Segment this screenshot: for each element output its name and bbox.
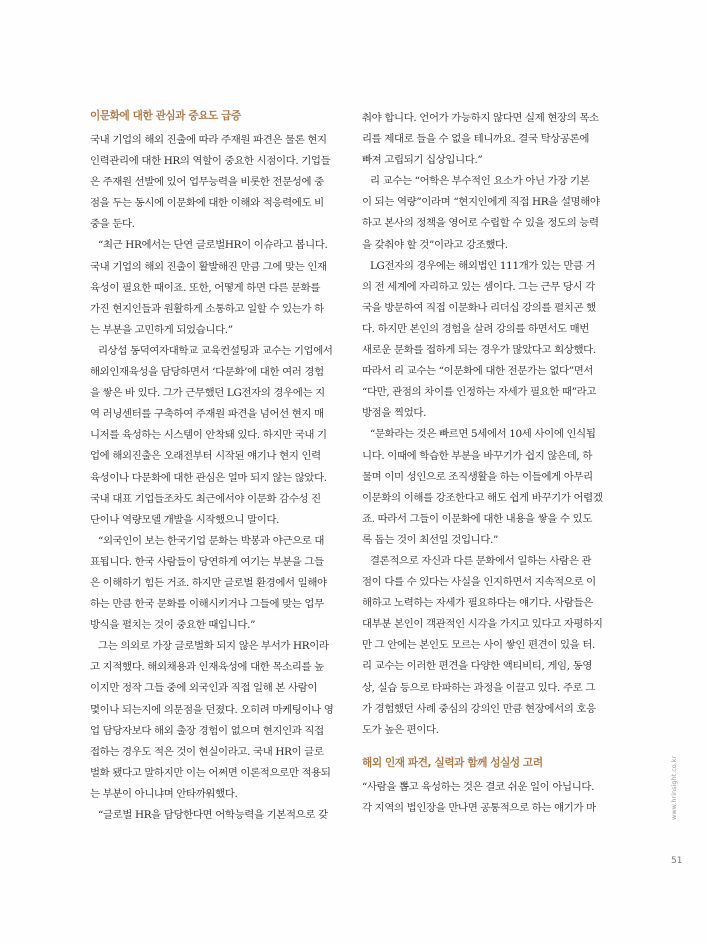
text-line: 춰야 합니다. 언어가 가능하지 않다면 실제 현장의 목소 (362, 112, 599, 124)
text-line: 벌화 됐다고 말하지만 이는 어쩌면 이론적으로만 적용되 (90, 766, 331, 779)
section-heading-intercultural: 이문화에 대한 관심과 중요도 급증 (90, 110, 241, 122)
text-line: 하는 만큼 한국 문화를 이해시키거나 그들에 맞는 업무 (90, 598, 324, 611)
text-line: “다만, 관점의 차이를 인정하는 자세가 필요한 때”라고 (362, 386, 597, 399)
text-line: “문화라는 것은 빠르면 5세에서 10세 사이에 인식됩 (370, 428, 596, 441)
text-line: 역 러닝센터를 구축하여 주재원 파견을 넘어선 현지 매 (90, 408, 324, 421)
text-line: 리 교수는 “어학은 부수적인 요소가 아닌 가장 기본 (370, 175, 590, 188)
text-line: 리를 제대로 들을 수 없을 테니까요. 결국 탁상공론에 (362, 133, 590, 146)
text-line: 업 담당자보다 해외 출장 경험이 없으며 현지인과 직접 (90, 724, 324, 737)
text-line: 따라서 리 교수는 “이문화에 대한 전문가는 없다”면서 (362, 365, 594, 378)
text-line: 대부분 본인이 객관적인 시각을 가지고 있다고 자평하지 (362, 618, 603, 631)
section-heading-talent-dispatch: 해외 인재 파견, 실력과 함께 성실성 고려 (362, 756, 543, 769)
right-column-body (362, 108, 624, 741)
text-line: “글로벌 HR을 담당한다면 어학능력을 기본적으로 갖 (98, 809, 328, 821)
text-line: 방점을 찍었다. (362, 407, 427, 420)
text-line: LG전자의 경우에는 해외법인 111개가 있는 만큼 거 (370, 259, 596, 272)
text-line: 인력관리에 대한 HR의 역할이 중요한 시점이다. 기업들 (90, 155, 331, 168)
website-url: www.hrinsight.co.kr (670, 755, 678, 820)
text-line: 국내 기업의 해외 진출에 따라 주재원 파견은 물론 현지 (90, 134, 327, 146)
text-line: 은 이해하기 힘든 거죠. 하지만 글로벌 환경에서 일해야 (90, 576, 327, 589)
text-line: 결론적으로 자신과 다른 문화에서 일하는 사람은 관 (370, 554, 592, 567)
text-line: 의 전 세계에 자리하고 있는 셈이다. 그는 근무 당시 각 (362, 280, 595, 293)
text-line: 을 쌓은 바 있다. 그가 근무했던 LG전자의 경우에는 지 (90, 387, 325, 400)
text-line: 방식을 펼치는 것이 중요한 때입니다.” (90, 619, 256, 632)
text-line: 해외인재육성을 담당하면서 ‘다문화’에 대한 여러 경험 (90, 366, 324, 379)
text-line: 만 그 안에는 본인도 모르는 사이 쌓인 편견이 있을 터. (362, 639, 595, 652)
text-line: 빠져 고립되기 십상입니다.” (362, 154, 483, 167)
text-line: 도가 높은 편이다. (362, 723, 439, 736)
text-line: 중을 둔다. (90, 218, 135, 231)
text-line: 점을 두는 동시에 이문화에 대한 이해와 적응력에도 비 (90, 197, 324, 210)
text-line: 리상섭 동덕여자대학교 교육컨설팅과 교수는 기업에서 (98, 344, 333, 357)
text-line: 새로운 문화를 접하게 되는 경우가 많았다고 회상했다. (362, 344, 596, 357)
text-line: 그는 의외로 가장 글로벌화 되지 않은 부서가 HR이라 (98, 640, 329, 653)
text-line: 리 교수는 이러한 편견을 다양한 액티비티, 게임, 동영 (362, 660, 593, 673)
text-line: 는 부분이 아니냐며 안타까워했다. (90, 787, 238, 800)
text-line: 이문화의 이해를 강조한다고 해도 쉽게 바꾸기가 어렵겠 (362, 491, 603, 504)
text-line: 업에 해외진출은 오래전부터 시작된 얘기나 현지 인력 (90, 450, 321, 463)
text-line: 육성이 필요한 때이죠. 또한, 어떻게 하면 다른 문화를 (90, 281, 321, 294)
text-line: 록 돕는 것이 최선일 것입니다.” (362, 533, 498, 546)
text-line: 가진 현지인들과 원활하게 소통하고 일할 수 있는가 하 (90, 302, 324, 315)
text-line: 육성이나 다문화에 대한 관심은 얼마 되지 않는 않았다. (90, 471, 327, 484)
right-column (362, 108, 624, 819)
text-line: 죠. 따라서 그들이 이문화에 대한 내용을 쌓을 수 있도 (362, 512, 593, 525)
text-line: 이지만 정작 그들 중에 외국인과 직접 일해 본 사람이 (90, 682, 318, 695)
text-line: 물며 이미 성인으로 조직생활을 하는 이들에게 아무리 (362, 470, 593, 483)
page-number: 51 (671, 856, 683, 866)
text-line: 니다. 이때에 학습한 부분을 바꾸기가 쉽지 않은데, 하 (362, 449, 593, 462)
left-column-body (90, 130, 348, 826)
text-line: 표됩니다. 한국 사람들이 당연하게 여기는 부분을 그들 (90, 555, 324, 568)
text-line: 몇이나 되는지에 의문점을 던졌다. 오히려 마케팅이나 영 (90, 703, 334, 716)
text-line: 국내 기업의 해외 진출이 활발해진 만큼 그에 맞는 인재 (90, 260, 327, 273)
text-line: 는 부분을 고민하게 되었습니다.” (90, 323, 233, 336)
text-line: 국을 방문하여 직접 이문화나 리더십 강의를 펼치곤 했 (362, 301, 596, 314)
text-line: “최근 HR에서는 단연 글로벌HR이 이슈라고 봅니다. (98, 239, 328, 252)
text-line: 단이나 역량모델 개발을 시작했으니 말이다. (90, 513, 280, 526)
text-line: 고 지적했다. 해외채용과 인재육성에 대한 목소리를 높 (90, 661, 324, 674)
text-line: 상, 실습 등으로 타파하는 과정을 이끌고 있다. 주로 그 (362, 681, 595, 694)
text-line: 이 되는 역량”이라며 “현지인에게 직접 HR을 설명해야 (362, 196, 600, 209)
text-line: “사람을 뽑고 육성하는 것은 결코 쉬운 일이 아닙니다. (362, 780, 595, 793)
text-line: 국내 대표 기업들조차도 최근에서야 이문화 감수성 진 (90, 492, 321, 505)
left-column (90, 108, 348, 826)
text-line: 을 갖춰야 할 것”이라고 강조했다. (362, 238, 508, 251)
text-line: 접하는 경우도 적은 것이 현실이라고. 국내 HR이 글로 (90, 745, 324, 758)
text-line: 각 지역의 법인장을 만나면 공통적으로 하는 얘기가 마 (362, 801, 596, 814)
text-line: 다. 하지만 본인의 경험을 살려 강의를 하면서도 매번 (362, 322, 590, 335)
right-column-body-continued (362, 777, 624, 819)
text-line: 하고 본사의 정책을 영어로 수립할 수 있을 정도의 능력 (362, 217, 599, 230)
text-line: “외국인이 보는 한국기업 문화는 박봉과 야근으로 대 (98, 534, 325, 547)
text-line: 가 경험했던 사례 중심의 강의인 만큼 현장에서의 호응 (362, 702, 596, 715)
text-line: 점이 다를 수 있다는 사실을 인지하면서 지속적으로 이 (362, 576, 596, 589)
text-line: 니저를 육성하는 시스템이 안착돼 있다. 하지만 국내 기 (90, 429, 327, 442)
text-line: 은 주재원 선발에 있어 업무능력을 비롯한 전문성에 중 (90, 176, 324, 189)
text-line: 해하고 노력하는 자세가 필요하다는 얘기다. 사람들은 (362, 597, 593, 610)
